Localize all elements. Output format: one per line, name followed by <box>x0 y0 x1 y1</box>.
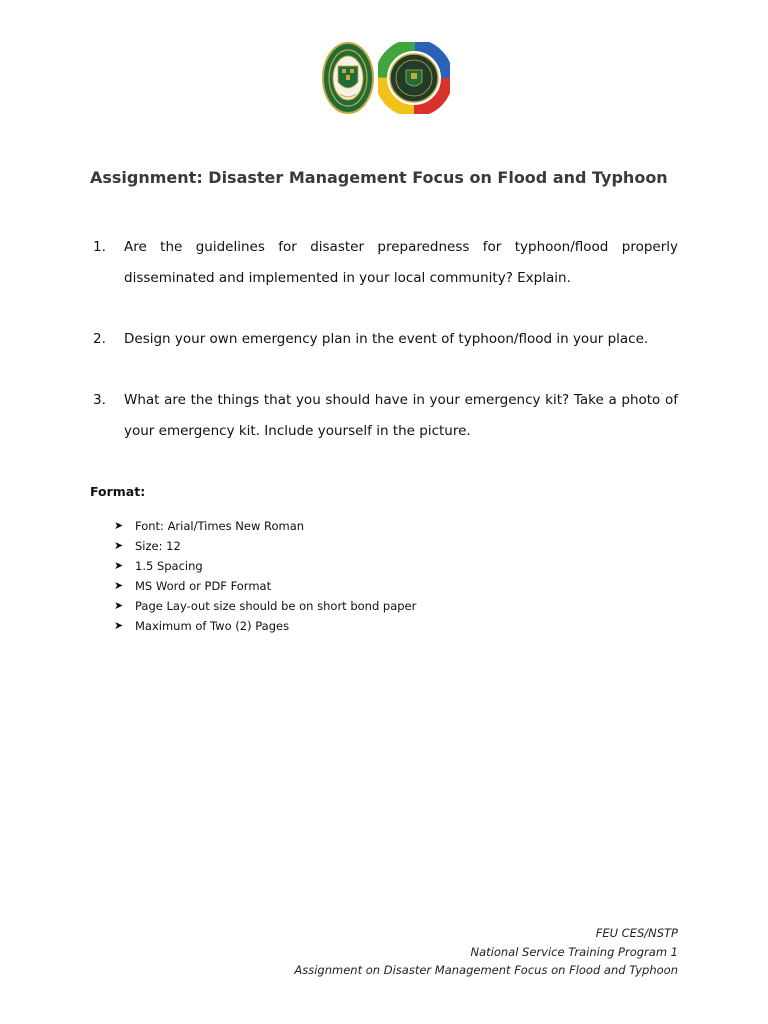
question-item <box>93 385 678 447</box>
arrowhead-bullet-icon: ➤ <box>114 619 124 632</box>
question-text: Design your own emergency plan in the event of typhoon/flood in your place. <box>124 331 649 347</box>
arrowhead-bullet-icon: ➤ <box>114 599 124 612</box>
format-item-text: Font: Arial/Times New Roman <box>135 519 305 533</box>
format-item <box>114 576 416 596</box>
format-item <box>114 596 416 616</box>
question-number: 1. <box>93 239 106 255</box>
page-title: Assignment: Disaster Management Focus on Flood and Typhoon <box>90 168 668 187</box>
arrowhead-bullet-icon: ➤ <box>114 559 124 572</box>
footer-line-organization: FEU CES/NSTP <box>595 926 678 940</box>
header-logos <box>322 42 452 116</box>
format-item <box>114 516 416 536</box>
arrowhead-bullet-icon: ➤ <box>114 519 124 532</box>
format-item-text: Size: 12 <box>135 539 181 553</box>
format-item <box>114 616 416 636</box>
format-list <box>114 516 416 636</box>
format-heading: Format: <box>90 484 146 499</box>
format-item <box>114 556 416 576</box>
format-item-text: 1.5 Spacing <box>135 559 203 573</box>
footer-line-assignment: Assignment on Disaster Management Focus on Flood and Typhoon <box>294 963 678 977</box>
question-text: Are the guidelines for disaster preparedness for typhoon/flood properly disseminated and implemented in your local community? Explain. <box>124 239 678 286</box>
page-footer <box>294 924 678 980</box>
format-item-text: MS Word or PDF Format <box>135 579 272 593</box>
question-list <box>93 232 678 447</box>
footer-line-program: National Service Training Program 1 <box>470 944 678 959</box>
format-item <box>114 536 416 556</box>
format-item-text: Maximum of Two (2) Pages <box>135 619 290 633</box>
arrowhead-bullet-icon: ➤ <box>114 539 124 552</box>
question-text: What are the things that you should have in your emergency kit? Take a photo of your emergency kit. Include yourself in the picture. <box>124 392 678 439</box>
question-item <box>93 324 678 355</box>
question-number: 3. <box>93 392 106 408</box>
arrowhead-bullet-icon: ➤ <box>114 579 124 592</box>
question-item <box>93 232 678 294</box>
university-seal-icon <box>322 42 374 114</box>
question-spacer <box>93 355 678 385</box>
question-spacer <box>93 294 678 324</box>
nstp-ring-logo-icon <box>378 42 450 114</box>
format-item-text: Page Lay-out size should be on short bond paper <box>135 599 417 613</box>
question-number: 2. <box>93 331 106 347</box>
